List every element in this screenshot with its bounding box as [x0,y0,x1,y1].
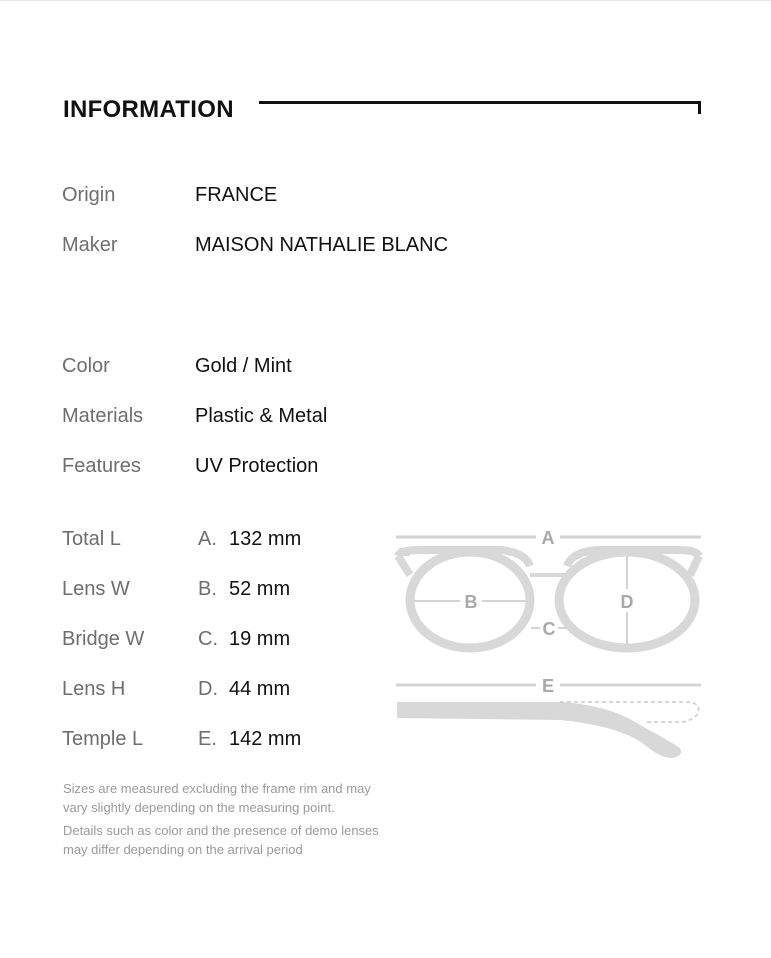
total-length-letter: A. [198,528,217,550]
size-note: Sizes are measured excluding the frame rim and may vary slightly depending on the measuring point. [63,781,371,815]
dimension-d-label: D [620,592,634,612]
lens-width-letter: B. [198,578,217,600]
details-note: Details such as color and the presence of demo lenses may differ depending on the arrival period [63,823,379,857]
total-length-value: 132 mm [229,528,302,550]
dimension-e [396,676,701,696]
title-rule [259,101,701,104]
lens-width-label: Lens W [62,578,130,600]
bridge-width-label: Bridge W [62,628,145,650]
top-divider [0,0,771,1]
lens-height-letter: D. [198,678,218,700]
maker-value: MAISON NATHALIE BLANC [195,234,449,256]
section-title: INFORMATION [63,96,234,123]
color-value: Gold / Mint [195,355,292,377]
features-value: UV Protection [195,455,319,477]
bridge-width-letter: C. [198,628,218,650]
temple-length-letter: E. [198,728,217,750]
lens-width-value: 52 mm [229,578,291,600]
dimension-a [396,528,701,548]
lens-height-value: 44 mm [229,678,291,700]
origin-value: FRANCE [195,184,278,206]
maker-label: Maker [62,234,118,256]
temple-length-label: Temple L [62,728,144,750]
bridge-width-value: 19 mm [229,628,291,650]
dimension-d [621,556,634,646]
dimension-a-label: A [541,528,555,548]
dimension-c-label: C [542,619,556,639]
temple-length-value: 142 mm [229,728,302,750]
lens-height-label: Lens H [62,678,126,700]
origin-label: Origin [62,184,116,206]
dimension-b [414,592,526,612]
frame-measurement-diagram [390,520,710,770]
materials-label: Materials [62,405,144,427]
total-length-label: Total L [62,528,121,550]
color-label: Color [62,355,110,377]
dimension-e-label: E [541,676,555,696]
dimension-b-label: B [464,592,478,612]
temple-arm [397,702,699,758]
materials-value: Plastic & Metal [195,405,328,427]
features-label: Features [62,455,141,477]
title-rule-end [698,101,701,114]
